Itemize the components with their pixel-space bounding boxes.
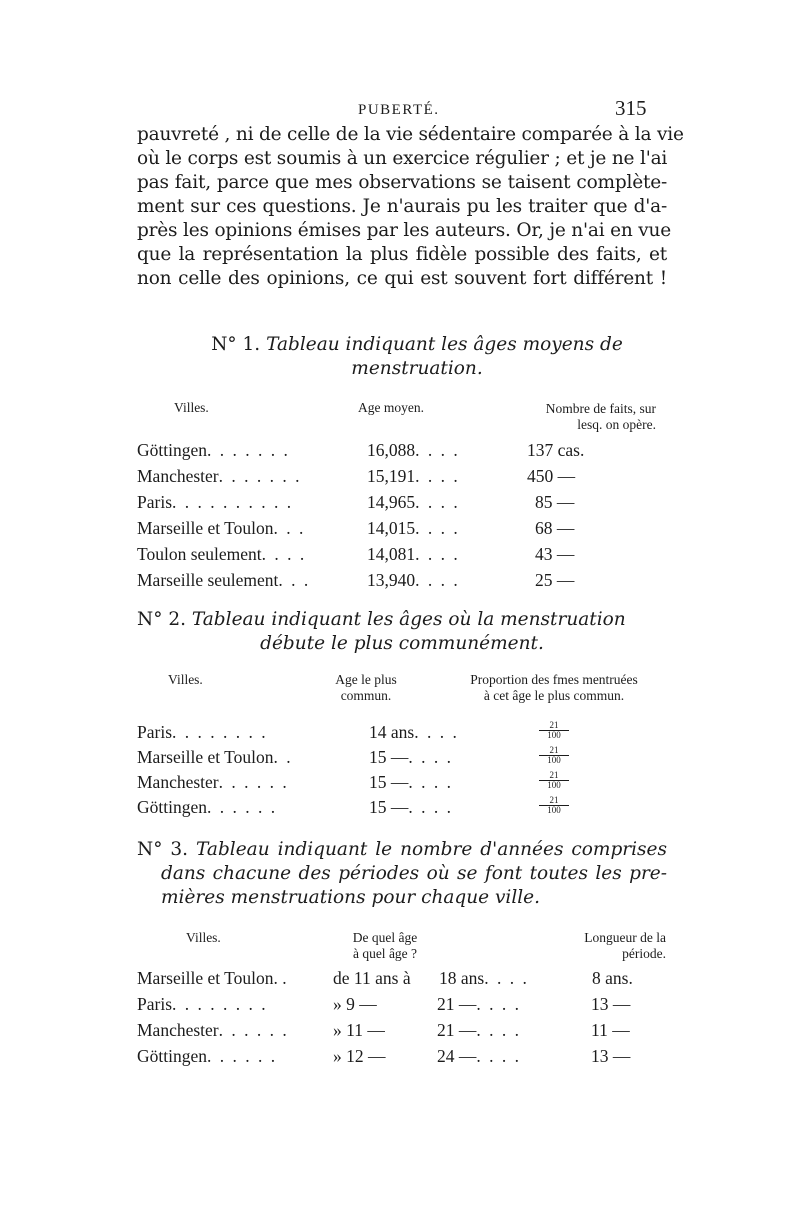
table3-number: N° 3.	[137, 839, 189, 860]
table1-count: 137 cas.	[527, 440, 585, 460]
table2-row	[137, 797, 657, 821]
table1-age: 14,015. . . .	[367, 518, 460, 538]
table3-row	[137, 994, 657, 1018]
table1-city: Manchester. . . . . . .	[137, 466, 302, 486]
table2-col-proportion	[444, 672, 664, 704]
table1-age: 15,191. . . .	[367, 466, 460, 486]
table2-proportion: $\frac{21}{100}$	[539, 796, 569, 815]
table3-col-length	[540, 930, 666, 962]
table1-row	[137, 518, 657, 542]
table1-caption-line1: Tableau indiquant les âges moyens de	[266, 334, 623, 355]
table1-col-count-line1: Nombre de faits, sur	[545, 401, 656, 416]
table3-row	[137, 968, 657, 992]
table3-to: 24 —. . . .	[437, 1046, 521, 1066]
table2-age: 15 —. . . .	[369, 747, 453, 767]
table2-proportion: $\frac{21}{100}$	[539, 771, 569, 790]
table1-count: 43 —	[535, 544, 575, 564]
table1-row	[137, 440, 657, 464]
table1-count: 450 —	[527, 466, 576, 486]
table1-city: Marseille seulement. . .	[137, 570, 311, 590]
table3-caption-line2: dans chacune des périodes où se font toutes les pre-	[161, 863, 667, 884]
table2-age: 15 —. . . .	[369, 772, 453, 792]
table2-proportion: $\frac{21}{100}$	[539, 721, 569, 740]
table3-length: 13 —	[591, 994, 631, 1014]
table1-city: Göttingen. . . . . . .	[137, 440, 290, 460]
table1-col-count-line2: lesq. on opère.	[577, 417, 656, 432]
table3-row	[137, 1020, 657, 1044]
table3-row	[137, 1046, 657, 1070]
table2-col-age-line2: commun.	[340, 688, 392, 703]
table2-row	[137, 722, 657, 746]
table1-age: 14,965. . . .	[367, 492, 460, 512]
table3-length: 8 ans.	[592, 968, 633, 988]
table2-proportion: $\frac{21}{100}$	[539, 746, 569, 765]
table3-city: Göttingen. . . . . .	[137, 1046, 278, 1066]
paragraph-line: non celle des opinions, ce qui est souvent fort différent !	[137, 268, 667, 289]
table3-city: Paris. . . . . . . .	[137, 994, 268, 1014]
table1-row	[137, 544, 657, 568]
table3-from: » 11 —	[333, 1020, 385, 1040]
paragraph-line: ment sur ces questions. Je n'aurais pu les traiter que d'a-	[137, 196, 667, 217]
paragraph-line: pas fait, parce que mes observations se taisent complète-	[137, 172, 667, 193]
table2-col-age-line1: Age le plus	[335, 672, 397, 687]
table2-row	[137, 747, 657, 771]
paragraph-line: près les opinions émises par les auteurs. Or, je n'ai en vue	[137, 220, 671, 241]
table3-caption-line3: mières menstruations pour chaque ville.	[161, 887, 541, 908]
table1-col-city: Villes.	[174, 400, 209, 415]
table1-city: Marseille et Toulon. . .	[137, 518, 306, 538]
table1-count: 85 —	[535, 492, 575, 512]
table1-row	[137, 492, 657, 516]
header-title: PUBERTÉ.	[358, 102, 440, 118]
paragraph-line: où le corps est soumis à un exercice régulier ; et je ne l'ai	[137, 148, 668, 169]
table3-to: 18 ans. . . .	[439, 968, 529, 988]
table2-age: 15 —. . . .	[369, 797, 453, 817]
table2-city: Manchester. . . . . .	[137, 772, 289, 792]
table1-row	[137, 466, 657, 490]
table2-city: Paris. . . . . . . .	[137, 722, 268, 742]
table3-city: Marseille et Toulon. .	[137, 968, 289, 988]
body-paragraph	[137, 123, 684, 291]
table1-city: Toulon seulement. . . .	[137, 544, 307, 564]
table3-col-len-line2: période.	[622, 946, 666, 961]
running-header	[0, 98, 800, 122]
table3-col-age-line2: à quel âge ?	[352, 946, 418, 961]
table1-col-age: Age moyen.	[358, 400, 424, 415]
table1-count: 68 —	[535, 518, 575, 538]
table2-col-prop-line1: Proportion des fmes mentruées	[470, 672, 638, 687]
table2-city: Marseille et Toulon. .	[137, 747, 293, 767]
table2-col-prop-line2: à cet âge le plus commun.	[483, 688, 625, 703]
table3-length: 13 —	[591, 1046, 631, 1066]
table1-age: 13,940. . . .	[367, 570, 460, 590]
table3-to: 21 —. . . .	[437, 994, 521, 1014]
table3-city: Manchester. . . . . .	[137, 1020, 289, 1040]
table2-caption	[137, 608, 667, 656]
table1-age: 14,081. . . .	[367, 544, 460, 564]
paragraph-line: pauvreté , ni de celle de la vie sédentaire comparée à la vie	[137, 124, 684, 145]
table2-row	[137, 772, 657, 796]
table3-from: de 11 ans à	[333, 968, 411, 988]
table3-caption	[137, 838, 667, 910]
table1-col-count	[510, 401, 656, 433]
table3-col-len-line1: Longueur de la	[584, 930, 666, 945]
table2-caption-line1: Tableau indiquant les âges où la menstruation	[191, 609, 626, 630]
table3-from: » 9 —	[333, 994, 377, 1014]
paragraph-line: que la représentation la plus fidèle possible des faits, et	[137, 244, 667, 265]
table1-caption-line2: menstruation.	[351, 358, 483, 379]
table2-number: N° 2.	[137, 609, 186, 630]
table3-col-age-line1: De quel âge	[352, 930, 418, 945]
table3-caption-line1: Tableau indiquant le nombre d'années comprises	[196, 839, 667, 860]
table3-length: 11 —	[591, 1020, 630, 1040]
table1-row	[137, 570, 657, 594]
table2-col-age	[316, 672, 416, 704]
table2-city: Göttingen. . . . . .	[137, 797, 278, 817]
table1-caption	[137, 333, 667, 381]
table3-to: 21 —. . . .	[437, 1020, 521, 1040]
table2-col-city: Villes.	[168, 672, 203, 687]
table3-col-age	[330, 930, 440, 962]
table3-from: » 12 —	[333, 1046, 386, 1066]
table1-age: 16,088. . . .	[367, 440, 460, 460]
table1-number: N° 1.	[211, 334, 261, 355]
page-number: 315	[615, 96, 647, 120]
table1-count: 25 —	[535, 570, 575, 590]
table1-city: Paris. . . . . . . . . .	[137, 492, 294, 512]
table2-caption-line2: débute le plus communément.	[260, 633, 544, 654]
table3-col-city: Villes.	[186, 930, 221, 945]
table2-age: 14 ans. . . .	[369, 722, 459, 742]
